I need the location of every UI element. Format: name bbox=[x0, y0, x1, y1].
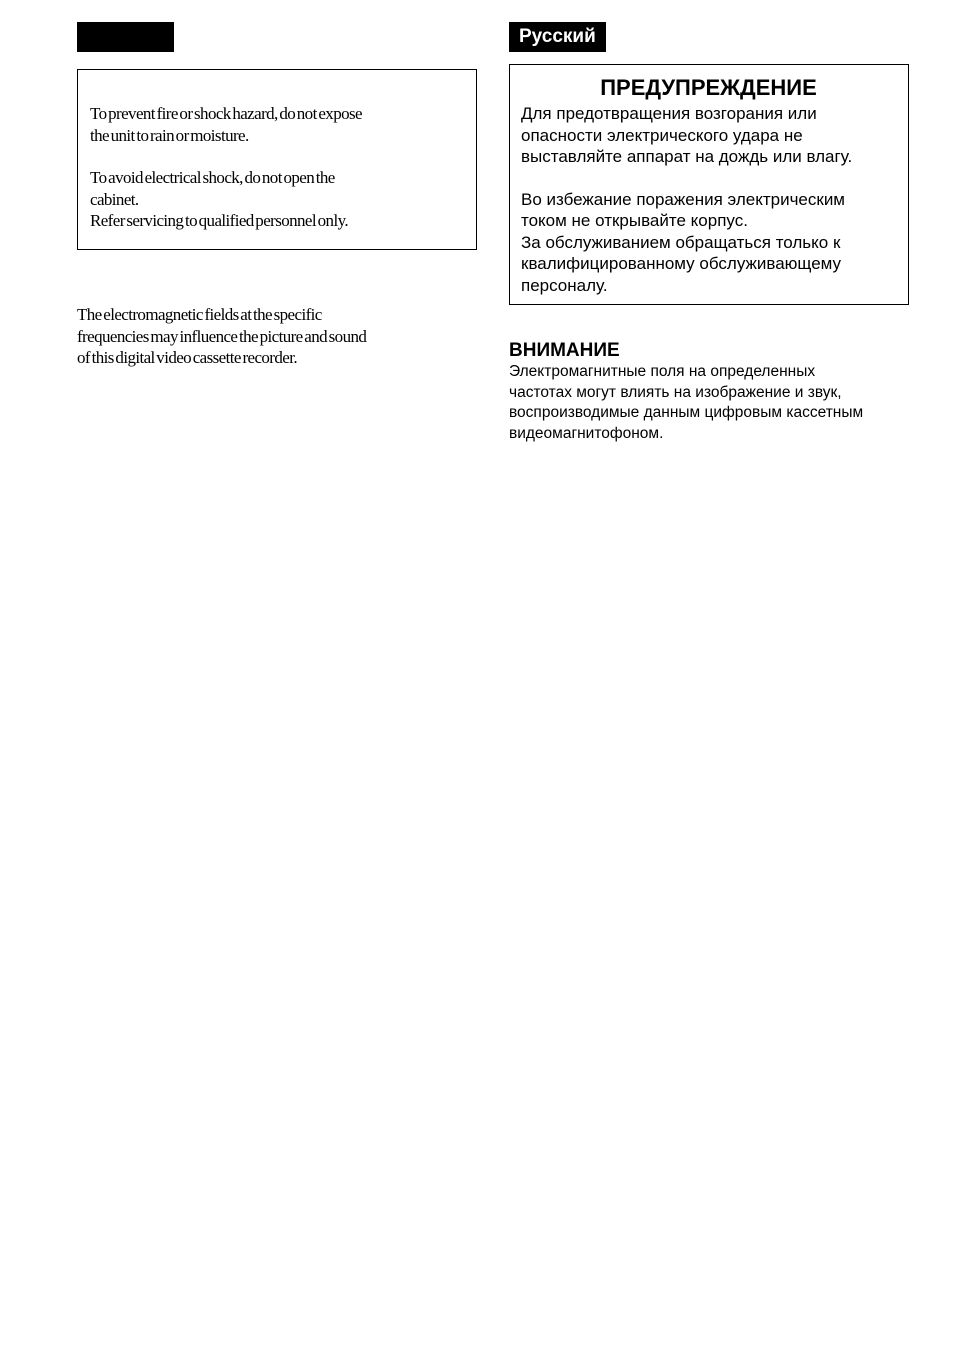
russian-column bbox=[509, 22, 909, 444]
warning-line: опасности электрического удара не bbox=[521, 125, 803, 145]
warning-line: To avoid electrical shock, do not open the bbox=[90, 168, 335, 187]
warning-line: током не открывайте корпус. bbox=[521, 211, 748, 230]
english-column bbox=[77, 22, 477, 369]
language-tab-russian: Русский bbox=[509, 22, 606, 52]
warning-line: cabinet. bbox=[90, 189, 139, 209]
warning-line: персоналу. bbox=[521, 275, 608, 295]
caution-line: частотах могут влиять на изображение и звук, bbox=[509, 383, 842, 401]
warning-line: За обслуживанием обращаться только к bbox=[521, 232, 841, 252]
caution-title: ВНИМАНИЕ bbox=[509, 340, 620, 361]
warning-paragraph-2 bbox=[521, 189, 896, 297]
caution-line: видеомагнитофоном. bbox=[509, 424, 664, 442]
warning-line: Refer servicing to qualified personnel only. bbox=[90, 211, 349, 230]
warning-line: квалифицированному обслуживающему bbox=[521, 254, 842, 273]
warning-line: the unit to rain or moisture. bbox=[90, 125, 249, 145]
caution-text-english bbox=[77, 304, 477, 369]
warning-paragraph-2 bbox=[90, 167, 464, 232]
warning-paragraph-1 bbox=[521, 103, 896, 168]
warning-line: Во избежание поражения электрическим bbox=[521, 189, 845, 209]
warning-title: ПРЕДУПРЕЖДЕНИЕ bbox=[600, 75, 817, 100]
caution-line: frequencies may influence the picture and sound bbox=[77, 326, 367, 346]
caution-text-russian bbox=[509, 362, 909, 444]
caution-line: воспроизводимые данным цифровым кассетным bbox=[509, 404, 864, 421]
warning-box-english bbox=[77, 69, 477, 250]
warning-line: To prevent fire or shock hazard, do not expose bbox=[90, 104, 362, 123]
warning-paragraph-1 bbox=[90, 103, 464, 146]
caution-line: Электромагнитные поля на определенных bbox=[509, 363, 816, 380]
warning-line: Для предотвращения возгорания или bbox=[521, 104, 817, 123]
caution-line: The electromagnetic fields at the specific bbox=[77, 305, 322, 324]
caution-line: of this digital video cassette recorder. bbox=[77, 348, 297, 367]
warning-line: выставляйте аппарат на дождь или влагу. bbox=[521, 147, 853, 166]
language-tab-english bbox=[77, 22, 174, 52]
warning-box-russian bbox=[509, 64, 909, 305]
